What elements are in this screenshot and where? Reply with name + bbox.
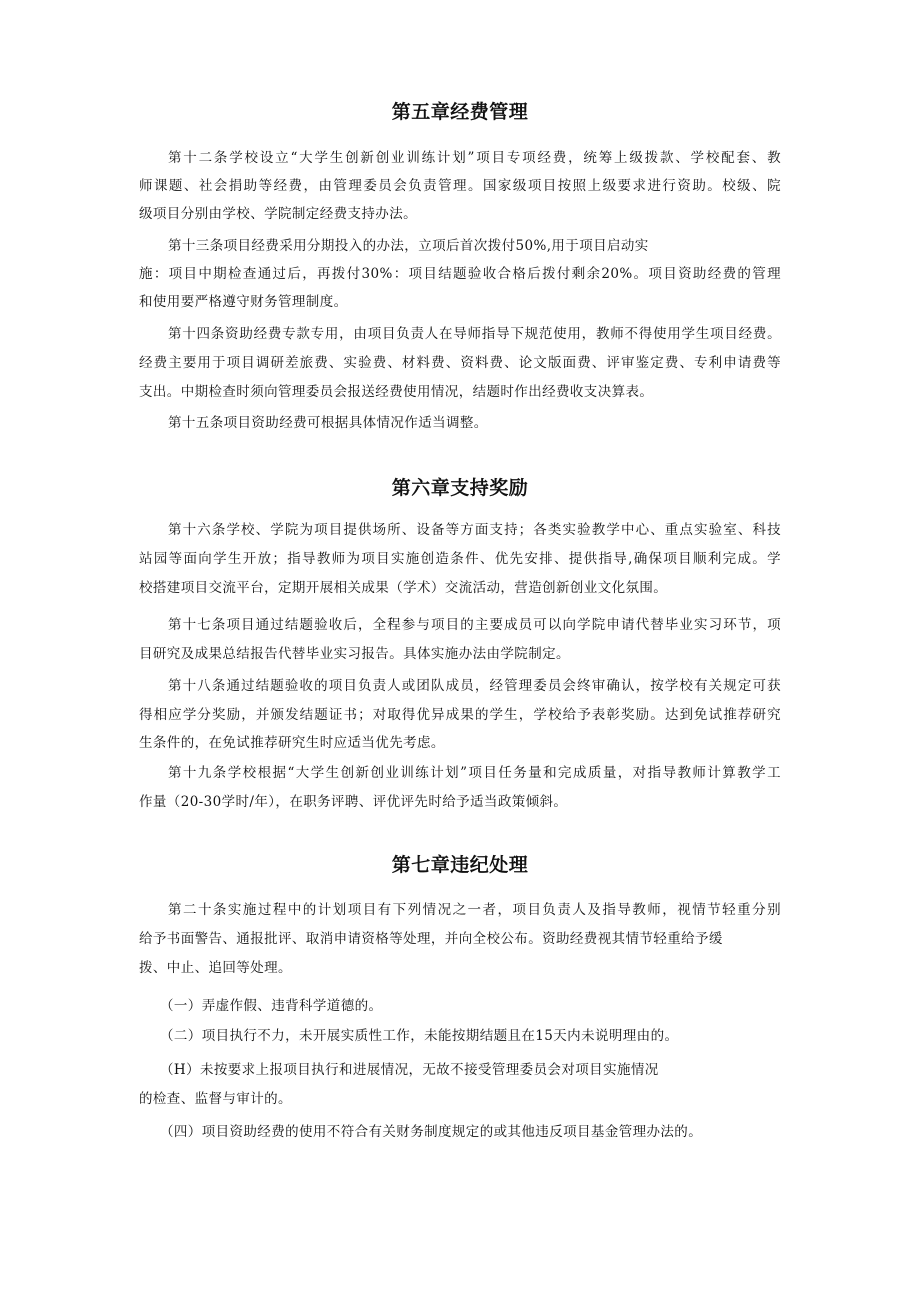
article12-line3: 级项目分别由学校、学院制定经费支持办法。 — [139, 206, 417, 222]
violation-item-3-line1: （H）未按要求上报项目执行和进展情况，无故不接受管理委员会对项目实施情况 — [160, 1062, 659, 1078]
violation-item-1: （一）弄虚作假、违背科学道德的。 — [160, 998, 383, 1014]
article14-line1: 第十四条资助经费专款专用，由项目负责人在导师指导下规范使用，教师不得使用学生项目经费。 — [168, 326, 781, 342]
article13-line1: 第十三条项目经费采用分期投入的办法，立项后首次拨付50%,用于项目启动实 — [168, 238, 649, 254]
article19-line1: 第十九条学校根据“大学生创新创业训练计划”项目任务量和完成质量，对指导教师计算教学工 — [168, 765, 781, 781]
chapter5-title: 第五章经费管理 — [391, 101, 529, 123]
article14-line3: 支出。中期检查时须向管理委员会报送经费使用情况，结题时作出经费收支决算表。 — [139, 384, 654, 400]
violation-item-4: （四）项目资助经费的使用不符合有关财务制度规定的或其他违反项目基金管理办法的。 — [160, 1124, 703, 1140]
article14-line2: 经费主要用于项目调研差旅费、实验费、材料费、资料费、论文版面费、评审鉴定费、专利申请费等 — [139, 355, 781, 371]
article20-line3: 拨、中止、追回等处理。 — [139, 960, 292, 976]
article18-line2: 得相应学分奖励，并颁发结题证书；对取得优异成果的学生，学校给予表彰奖励。达到免试推荐研究 — [139, 707, 781, 723]
article16-line3: 校搭建项目交流平台，定期开展相关成果（学术）交流活动，营造创新创业文化氛围。 — [139, 580, 668, 596]
article17-line1: 第十七条项目通过结题验收后，全程参与项目的主要成员可以向学院申请代替毕业实习环节，项 — [168, 617, 781, 633]
chapter6-title: 第六章支持奖励 — [391, 477, 529, 499]
article18-line3: 生条件的，在免试推荐研究生时应适当优先考虑。 — [139, 735, 445, 751]
violation-item-3-line2: 的检查、监督与审计的。 — [139, 1091, 292, 1107]
article17-line2: 目研究及成果总结报告代替毕业实习报告。具体实施办法由学院制定。 — [139, 646, 570, 662]
chapter7-title: 第七章违纪处理 — [391, 854, 529, 876]
article18-line1: 第十八条通过结题验收的项目负责人或团队成员，经管理委员会终审确认，按学校有关规定可获 — [168, 678, 781, 694]
article12-line1: 第十二条学校设立“大学生创新创业训练计划”项目专项经费，统筹上级拨款、学校配套、教 — [168, 150, 781, 166]
article16-line2: 站园等面向学生开放；指导教师为项目实施创造条件、优先安排、提供指导,确保项目顺利完成。学 — [139, 551, 781, 567]
article20-line2: 给予书面警告、通报批评、取消申请资格等处理，并向全校公布。资助经费视其情节轻重给予缓 — [139, 931, 723, 947]
article13-line2: 施：项目中期检查通过后，再拨付30%：项目结题验收合格后拨付剩余20%。项目资助经费的管理 — [139, 266, 781, 282]
article12-line2: 师课题、社会捐助等经费，由管理委员会负责管理。国家级项目按照上级要求进行资助。校级、院 — [139, 178, 781, 194]
article13-line3: 和使用要严格遵守财务管理制度。 — [139, 294, 348, 310]
violation-item-2: （二）项目执行不力，未开展实质性工作，未能按期结题且在15天内未说明理由的。 — [160, 1028, 679, 1044]
article16-line1: 第十六条学校、学院为项目提供场所、设备等方面支持；各类实验教学中心、重点实验室、科技 — [168, 522, 781, 538]
article15-line1: 第十五条项目资助经费可根据具体情况作适当调整。 — [168, 415, 488, 431]
article20-line1: 第二十条实施过程中的计划项目有下列情况之一者，项目负责人及指导教师，视情节轻重分别 — [168, 902, 781, 918]
article19-line2: 作量（20-30学时/年），在职务评聘、评优评先时给予适当政策倾斜。 — [139, 794, 568, 810]
